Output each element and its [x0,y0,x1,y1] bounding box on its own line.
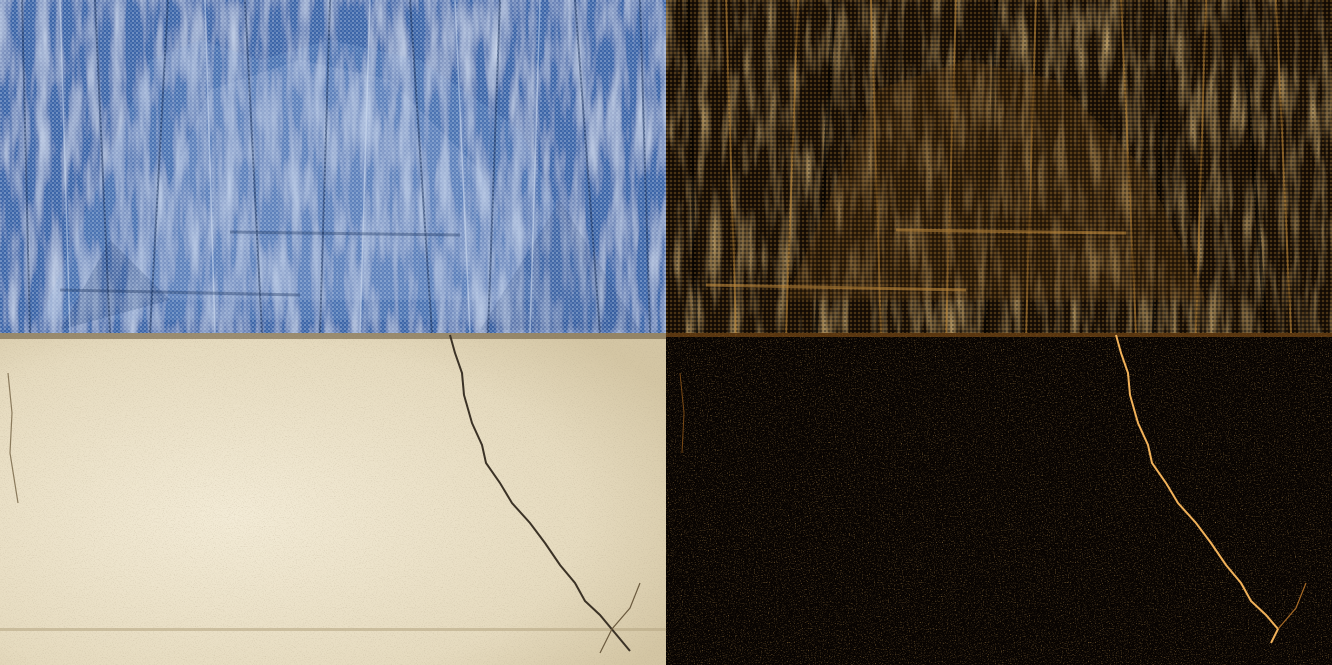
concrete-original-panel [0,333,666,665]
tarp-processed-panel [666,0,1332,333]
tarp-processed-image [666,0,1332,333]
tarp-original-panel [0,0,666,333]
concrete-original-image [0,333,666,665]
concrete-processed-panel [666,333,1332,665]
tarp-original-image [0,0,666,333]
concrete-processed-image [666,333,1332,665]
